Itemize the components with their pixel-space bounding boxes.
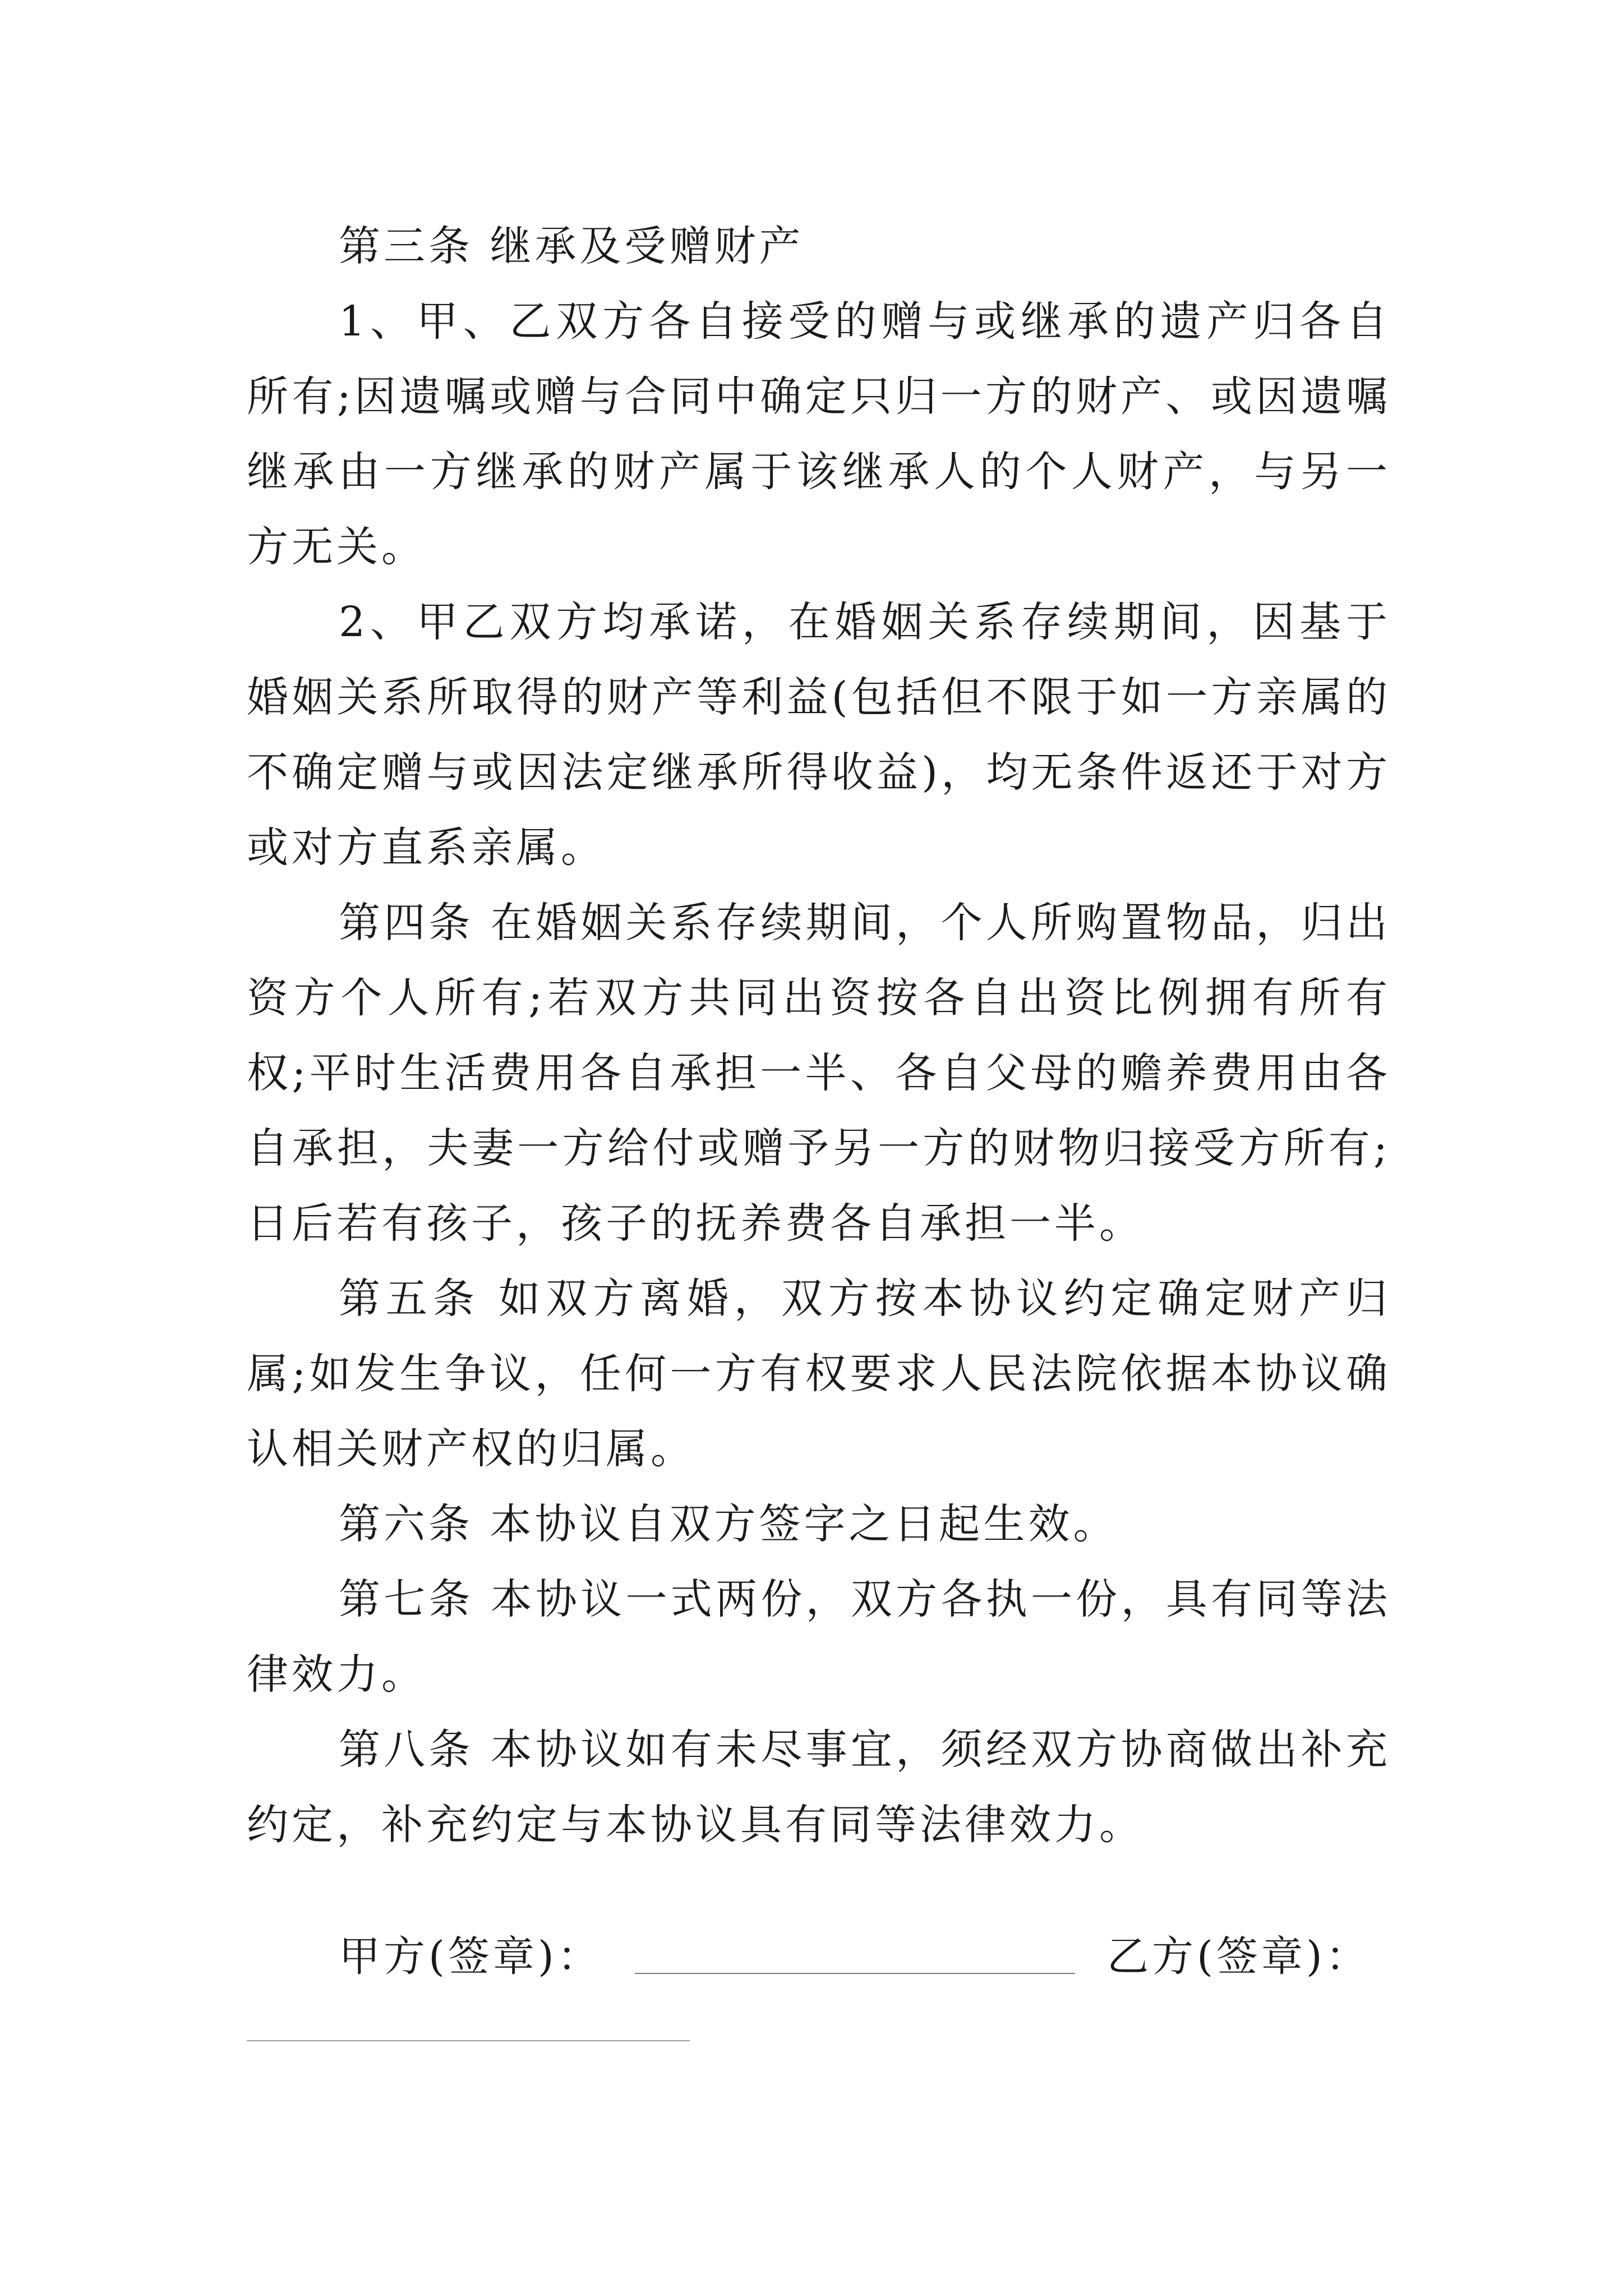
article-3-clause-1: 1、甲、乙双方各自接受的赠与或继承的遗产归各自所有;因遗嘱或赠与合同中确定只归一方的财产、或因遗嘱继承由一方继承的财产属于该继承人的个人财产，与另一方无关。 — [247, 297, 1391, 571]
party-a-signature-line — [635, 1973, 1075, 1974]
article-8: 第八条 本协议如有未尽事宜，须经双方协商做出补充约定，补充约定与本协议具有同等法律效力。 — [247, 1726, 1391, 1849]
document-body — [247, 209, 1391, 1862]
article-5: 第五条 如双方离婚，双方按本协议约定确定财产归属;如发生争议，任何一方有权要求人民法院依据本协议确认相关财产权的归属。 — [247, 1274, 1391, 1473]
party-a-signature-label: 甲方(签章)： — [339, 1932, 602, 1981]
article-6: 第六条 本协议自双方签字之日起生效。 — [339, 1500, 1118, 1548]
article-3-clause-2: 2、甲乙双方均承诺，在婚姻关系存续期间，因基于婚姻关系所取得的财产等利益(包括但不限于如一方亲属的不确定赠与或因法定继承所得收益)，均无条件返还于对方或对方直系亲属。 — [247, 598, 1391, 872]
footnote-separator-line — [247, 2040, 690, 2041]
article-7: 第七条 本协议一式两份，双方各执一份，具有同等法律效力。 — [247, 1575, 1391, 1699]
article-3-heading: 第三条 继承及受赠财产 — [339, 222, 804, 270]
party-b-signature-label: 乙方(签章)： — [1107, 1932, 1371, 1981]
signature-row — [339, 1910, 1393, 1989]
article-4: 第四条 在婚姻关系存续期间，个人所购置物品，归出资方个人所有;若双方共同出资按各自出资比例拥有所有权;平时生活费用各自承担一半、各自父母的赡养费用由各自承担，夫妻一方给付或赠予另一方的财物归接受方所有;日后若有孩子，孩子的抚养费各自承担一半。 — [247, 899, 1391, 1248]
